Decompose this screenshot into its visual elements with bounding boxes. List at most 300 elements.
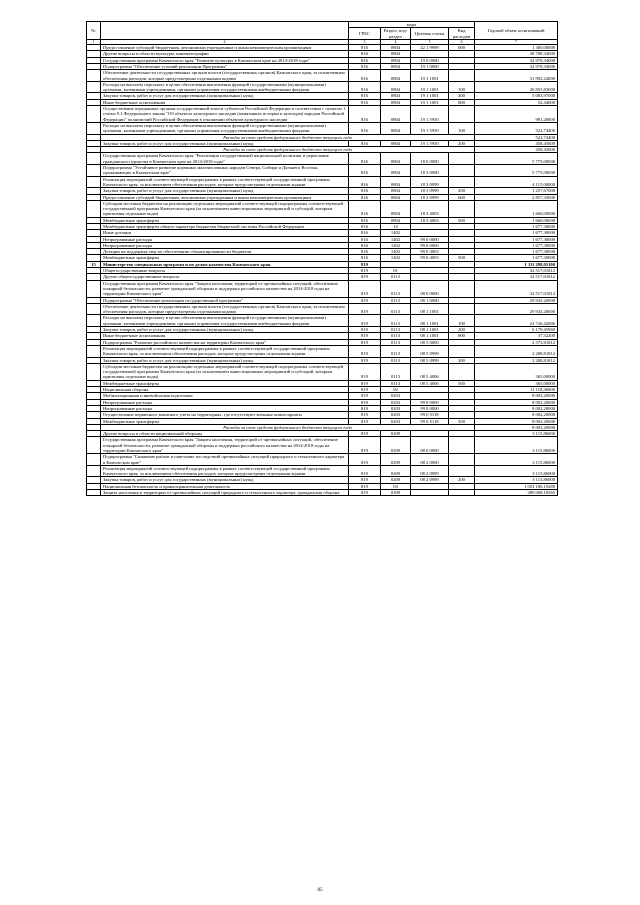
row-tsel: 08 1 1001 — [411, 327, 449, 333]
row-note: Расходы за счет средств федерального бюджета текущего года — [101, 147, 475, 153]
row-amount: 1 677,30000 — [475, 255, 558, 261]
row-razdel: 0804 — [381, 57, 411, 63]
row-name: Общегосударственные вопросы — [101, 268, 349, 274]
row-razdel: 0113 — [381, 363, 411, 380]
row-number — [87, 315, 101, 327]
row-grbs: 816 — [349, 93, 381, 99]
row-razdel: 0804 — [381, 93, 411, 99]
row-name: Закупка товаров, работ и услуг для государственных (муниципальных) нужд — [101, 327, 349, 333]
row-grbs: 819 — [349, 477, 381, 483]
row-name: Непрограммные расходы — [101, 242, 349, 248]
header-tsel: Целевая статья — [411, 28, 449, 40]
row-grbs: 819 — [349, 454, 381, 466]
row-tsel: 08 2 0999 — [411, 477, 449, 483]
row-grbs: 816 — [349, 217, 381, 223]
row-name: Межбюджетные трансферты — [101, 418, 349, 424]
row-razdel: 0804 — [381, 217, 411, 223]
row-amount: 8 002,20000 — [475, 418, 558, 424]
row-name: Субсидии местным бюджетам на реализацию отдельных мероприятий соответствующей подпрограммы соответствующей государственной программы Камчатского края (за исключением инвестиционных мероприятий и субсидий, которым присвоены отдельные коды) — [101, 363, 349, 380]
row-razdel: 0113 — [381, 357, 411, 363]
row-tsel: 18 3 0000 — [411, 165, 449, 177]
row-name: Расходы на выплаты персоналу в целях обеспечения выполнения функций государственными (муниципальными) органами, казенными учреждениями, органами управления государственными внебюджетными фондами — [101, 122, 349, 134]
table-row — [87, 490, 558, 496]
row-amount: 3 115,86000 — [475, 431, 558, 437]
row-razdel: 1402 — [381, 255, 411, 261]
row-name: Реализация мероприятий соответствующей подпрограммы в рамках соответствующей государственной программы Камчатского края, за исключением обеспечения расходов, которые предусмотрены отдельными кодами — [101, 465, 349, 477]
row-amount: 981,20000 — [475, 106, 558, 123]
row-grbs: 816 — [349, 236, 381, 242]
row-razdel: 1402 — [381, 236, 411, 242]
row-razdel: 03 — [381, 483, 411, 489]
row-name: Подпрограмма "Обеспечение реализации государственной программы" — [101, 297, 349, 303]
row-tsel — [411, 490, 449, 496]
row-amount: 1 677,30000 — [475, 249, 558, 255]
row-grbs: 819 — [349, 465, 381, 477]
row-name: Национальная оборона — [101, 387, 349, 393]
row-amount: 5 775,00000 — [475, 153, 558, 165]
row-name: Государственная программа Камчатского края "Реализация государственной национальной политики и укрепление гражданского единства в Камчатском крае на 2014-2018 годы" — [101, 153, 349, 165]
row-razdel: 0209 — [381, 477, 411, 483]
table-row — [87, 165, 558, 177]
row-amount: 3 115,86000 — [475, 477, 558, 483]
table-row — [87, 280, 558, 297]
row-razdel: 1402 — [381, 230, 411, 236]
row-amount: 37,32200 — [475, 333, 558, 339]
row-tsel: 18 0 0000 — [411, 153, 449, 165]
row-name: Другие вопросы в области культуры, кинематографии — [101, 51, 349, 57]
row-amount: 1 677,30000 — [475, 230, 558, 236]
row-grbs: 819 — [349, 380, 381, 386]
row-grbs: 819 — [349, 418, 381, 424]
row-tsel: 08 5 0999 — [411, 345, 449, 357]
row-razdel: 1402 — [381, 242, 411, 248]
row-amount: 52,44000 — [475, 99, 558, 105]
row-tsel: 99 0 0000 — [411, 242, 449, 248]
row-name: Другие вопросы в области национальной обороны — [101, 431, 349, 437]
row-grbs: 816 — [349, 188, 381, 194]
row-tsel: 19 1 1001 — [411, 81, 449, 93]
row-amount: 1 257,67000 — [475, 188, 558, 194]
row-razdel: 0113 — [381, 327, 411, 333]
row-razdel: 02 — [381, 387, 411, 393]
row-grbs: 819 — [349, 280, 381, 297]
row-grbs: 819 — [349, 333, 381, 339]
row-name: Расходы на выплаты персоналу в целях обеспечения выполнения функций государственными (муниципальными) органами, казенными учреждениями, органами управления государственными внебюджетными фондами — [101, 315, 349, 327]
row-grbs: 819 — [349, 274, 381, 280]
row-name: Мобилизационная и вневойсковая подготовка — [101, 393, 349, 399]
row-name: Закупка товаров, работ и услуг для государственных (муниципальных) нужд — [101, 188, 349, 194]
row-note: Расходы за счет средств федерального бюджета текущего года — [101, 134, 475, 140]
row-amount: 522,74400 — [475, 134, 558, 140]
row-grbs: 819 — [349, 297, 381, 303]
row-razdel: 0113 — [381, 297, 411, 303]
row-amount: 1 660,00000 — [475, 200, 558, 217]
budget-table-page — [86, 21, 557, 496]
row-number — [87, 122, 101, 134]
col-num: 6 — [449, 39, 475, 44]
row-number — [87, 176, 101, 188]
row-amount: 1 111 298,05100 — [475, 261, 558, 267]
row-amount: 1 677,30000 — [475, 242, 558, 248]
row-number — [87, 70, 101, 82]
row-razdel: 0209 — [381, 431, 411, 437]
row-vid: 500 — [449, 217, 475, 223]
row-tsel: 99 0 4003 — [411, 249, 449, 255]
row-vid: 100 — [449, 315, 475, 327]
row-amount: 31 992,24000 — [475, 70, 558, 82]
row-amount: 522,74400 — [475, 122, 558, 134]
row-name: Государственная программа Камчатского края "Развитие культуры в Камчатском крае на 2014-2018 годы" — [101, 57, 349, 63]
row-amount: 3 115,86000 — [475, 454, 558, 466]
row-name: Обеспечение деятельности государственных органов власти (государственных органов) Камчатского края, за исключением обеспечения расходов, которые предусмотрены отдельными кодами — [101, 70, 349, 82]
row-razdel: 0209 — [381, 437, 411, 454]
row-grbs: 816 — [349, 249, 381, 255]
row-vid: 200 — [449, 140, 475, 146]
row-number — [87, 454, 101, 466]
row-grbs: 816 — [349, 255, 381, 261]
row-vid: 800 — [449, 333, 475, 339]
row-name: Реализация мероприятий соответствующей подпрограммы в рамках соответствующей государственной программы Камчатского края, за исключением обеспечения расходов, которые предусмотрены отдельными кодами — [101, 345, 349, 357]
page-number: 85 — [317, 888, 323, 893]
row-name: Предоставление субсидий бюджетным, автономным учреждениям и иным некоммерческим организациям — [101, 45, 349, 51]
row-amount: 1 660,00000 — [475, 217, 558, 223]
row-grbs: 816 — [349, 45, 381, 51]
row-vid: 200 — [449, 93, 475, 99]
row-razdel: 0203 — [381, 418, 411, 424]
row-name: Субсидии местным бюджетам на реализацию отдельных мероприятий соответствующей подпрограммы соответствующей государственной программы Камчатского края (за исключением инвестиционных мероприятий и субсидий, которым присвоены отдельные коды) — [101, 200, 349, 217]
row-grbs: 819 — [349, 345, 381, 357]
table-row — [87, 200, 558, 217]
row-number — [87, 200, 101, 217]
row-name: Государственная программа Камчатского края "Защита населения, территорий от чрезвычайных ситуаций, обеспечение пожарной безопасности, развитие гражданской обороны и поддержка российского казачества на 2014-2018 годы на территории Камчатского края" — [101, 280, 349, 297]
row-number — [87, 106, 101, 123]
row-tsel: 99 0 5118 — [411, 418, 449, 424]
row-amount: 5 083,97000 — [475, 93, 558, 99]
row-tsel: 18 3 0999 — [411, 188, 449, 194]
row-vid — [449, 70, 475, 82]
col-num: 2 — [101, 39, 349, 44]
row-amount: 8 002,20000 — [475, 412, 558, 418]
table-row — [87, 176, 558, 188]
table-row — [87, 153, 558, 165]
row-amount: 1 300,00000 — [475, 45, 558, 51]
row-vid: 200 — [449, 327, 475, 333]
header-name — [101, 22, 349, 40]
row-amount: 8 002,20000 — [475, 405, 558, 411]
row-razdel: 0113 — [381, 380, 411, 386]
row-grbs: 816 — [349, 140, 381, 146]
row-name: Межбюджетные трансферты общего характера бюджетам бюджетной системы Российской Федерации — [101, 224, 349, 230]
row-tsel: 08 1 1001 — [411, 333, 449, 339]
row-vid — [449, 153, 475, 165]
row-name: Национальная безопасность и правоохранительная деятельность — [101, 483, 349, 489]
row-vid — [449, 465, 475, 477]
row-vid — [449, 345, 475, 357]
row-name: Подпрограмма "Снижение рисков и смягчение последствий чрезвычайных ситуаций природного и техногенного характера в Камчатском крае" — [101, 454, 349, 466]
header-grbs: ГРБС — [349, 28, 381, 40]
row-amount: 389 068,10565 — [475, 490, 558, 496]
row-razdel: 0113 — [381, 274, 411, 280]
row-vid: 200 — [449, 357, 475, 363]
row-name: Межбюджетные трансферты — [101, 255, 349, 261]
row-grbs: 819 — [349, 431, 381, 437]
row-vid — [449, 176, 475, 188]
row-number — [87, 437, 101, 454]
row-grbs: 819 — [349, 393, 381, 399]
row-name: Предоставление субсидий бюджетным, автономным учреждениям и иным некоммерческим организациям — [101, 194, 349, 200]
row-razdel: 0804 — [381, 45, 411, 51]
row-name: Иные бюджетные ассигнования — [101, 99, 349, 105]
row-name: Подпрограмма "Развитие российского казачества на территории Камчатского края" — [101, 339, 349, 345]
row-razdel: 0804 — [381, 106, 411, 123]
header-no: № — [87, 22, 101, 40]
row-grbs: 819 — [349, 261, 381, 267]
row-tsel: 08 5 4006 — [411, 363, 449, 380]
row-vid: 800 — [449, 99, 475, 105]
table-row — [87, 303, 558, 315]
row-grbs: 816 — [349, 200, 381, 217]
row-name: Иные дотации — [101, 230, 349, 236]
row-razdel: 0804 — [381, 194, 411, 200]
row-razdel: 0203 — [381, 399, 411, 405]
row-grbs: 816 — [349, 224, 381, 230]
row-amount: 3 115,86000 — [475, 465, 558, 477]
row-name: Закупка товаров, работ и услуг для государственных (муниципальных) нужд — [101, 357, 349, 363]
row-grbs: 819 — [349, 412, 381, 418]
row-razdel: 1402 — [381, 249, 411, 255]
row-vid: 100 — [449, 81, 475, 93]
row-amount: 6 179,45960 — [475, 327, 558, 333]
row-tsel: 08 5 4006 — [411, 380, 449, 386]
row-amount: 2 573,81812 — [475, 339, 558, 345]
row-name: Непрограммные расходы — [101, 236, 349, 242]
row-amount: 32 517,01812 — [475, 280, 558, 297]
row-razdel: 0203 — [381, 412, 411, 418]
table-row — [87, 437, 558, 454]
row-vid: 100 — [449, 122, 475, 134]
row-grbs: 819 — [349, 327, 381, 333]
row-name: Иные бюджетные ассигнования — [101, 333, 349, 339]
table-row — [87, 454, 558, 466]
row-tsel: 19 1 0000 — [411, 63, 449, 69]
row-grbs: 816 — [349, 51, 381, 57]
row-name: Подпрограмма "Устойчивое развитие коренных малочисленных народов Севера, Сибири и Дальнего Востока, проживающих в Камчатском крае" — [101, 165, 349, 177]
row-number — [87, 465, 101, 477]
row-razdel: 0209 — [381, 465, 411, 477]
row-amount: 4 115,00000 — [475, 176, 558, 188]
row-razdel: 0804 — [381, 70, 411, 82]
row-grbs: 819 — [349, 303, 381, 315]
row-name: Дотации на поддержку мер по обеспечению сбалансированности бюджетов — [101, 249, 349, 255]
row-grbs: 816 — [349, 70, 381, 82]
row-tsel: 18 3 4003 — [411, 217, 449, 223]
row-amount: 32 517,01812 — [475, 274, 558, 280]
row-razdel: 0209 — [381, 454, 411, 466]
row-tsel: 19 1 1001 — [411, 99, 449, 105]
row-amount: 8 002,20000 — [475, 399, 558, 405]
row-name: Закупка товаров, работ и услуг для государственных (муниципальных) нужд — [101, 93, 349, 99]
row-amount: 2 208,81812 — [475, 357, 558, 363]
col-num: 1 — [87, 39, 101, 44]
row-amount: 1 053 186,19288 — [475, 483, 558, 489]
row-tsel: 19 1 1001 — [411, 93, 449, 99]
row-tsel: 08 0 0000 — [411, 280, 449, 297]
row-grbs: 819 — [349, 339, 381, 345]
row-razdel: 0804 — [381, 140, 411, 146]
col-num: 7 — [475, 39, 558, 44]
row-tsel: 19 1 1001 — [411, 70, 449, 82]
row-tsel: 19 1 5950 — [411, 106, 449, 123]
row-grbs: 816 — [349, 230, 381, 236]
row-amount: 2 208,81812 — [475, 345, 558, 357]
table-row — [87, 465, 558, 477]
col-num: 3 — [349, 39, 381, 44]
row-razdel: 0804 — [381, 188, 411, 194]
row-tsel: 99 0 0000 — [411, 236, 449, 242]
row-razdel: 0804 — [381, 99, 411, 105]
row-name: Государственная программа Камчатского края "Защита населения, территорий от чрезвычайных ситуаций, обеспечение пожарной безопасности, развитие гражданской обороны и поддержка российского казачества на 2014-2018 годы на территории Камчатского края" — [101, 437, 349, 454]
row-vid: 500 — [449, 418, 475, 424]
row-amount: 29 943,20000 — [475, 303, 558, 315]
row-vid — [449, 280, 475, 297]
row-tsel: 18 3 4003 — [411, 200, 449, 217]
row-grbs: 819 — [349, 483, 381, 489]
row-amount: 8 002,20000 — [475, 424, 558, 430]
budget-table — [86, 21, 558, 496]
row-razdel: 0804 — [381, 51, 411, 57]
row-razdel: 0113 — [381, 339, 411, 345]
row-vid: 600 — [449, 45, 475, 51]
row-amount: 8 002,20000 — [475, 393, 558, 399]
row-amount: 1 677,30000 — [475, 224, 558, 230]
row-grbs: 816 — [349, 194, 381, 200]
row-grbs: 816 — [349, 99, 381, 105]
row-amount: 32 517,01812 — [475, 268, 558, 274]
row-name: Осуществление первичного воинского учета на территориях, где отсутствуют военные комиссариаты — [101, 412, 349, 418]
col-num: 5 — [411, 39, 449, 44]
row-name: Защита населения и территории от чрезвычайных ситуаций природного и техногенного характера, гражданская оборона — [101, 490, 349, 496]
row-amount: 38 788,34000 — [475, 51, 558, 57]
table-body — [87, 45, 558, 496]
row-amount: 3 115,86000 — [475, 437, 558, 454]
row-tsel: 08 5 0000 — [411, 339, 449, 345]
row-razdel: 0804 — [381, 81, 411, 93]
row-name: Непрограммные расходы — [101, 399, 349, 405]
row-tsel: 19 1 5950 — [411, 140, 449, 146]
table-row — [87, 70, 558, 82]
row-tsel: 19 0 0000 — [411, 57, 449, 63]
row-razdel: 0203 — [381, 393, 411, 399]
table-row — [87, 363, 558, 380]
row-grbs: 816 — [349, 63, 381, 69]
row-number — [87, 303, 101, 315]
row-tsel: 99 0 5118 — [411, 412, 449, 418]
row-razdel: 0804 — [381, 176, 411, 188]
row-amount: 2 857,33000 — [475, 194, 558, 200]
row-grbs: 816 — [349, 153, 381, 165]
row-razdel: 0113 — [381, 345, 411, 357]
row-number — [87, 345, 101, 357]
row-grbs: 816 — [349, 106, 381, 123]
row-amount: 1 677,30000 — [475, 236, 558, 242]
row-tsel: 18 3 0999 — [411, 176, 449, 188]
row-tsel: 22 1 9999 — [411, 45, 449, 51]
row-name: Министерство специальных программ и по делам казачества Камчатского края — [101, 261, 349, 267]
row-razdel: 14 — [381, 224, 411, 230]
row-name: Межбюджетные трансферты — [101, 380, 349, 386]
row-razdel: 0804 — [381, 122, 411, 134]
row-grbs: 819 — [349, 437, 381, 454]
row-vid — [449, 454, 475, 466]
row-amount: 26 855,83000 — [475, 81, 558, 93]
row-grbs: 816 — [349, 242, 381, 248]
table-row — [87, 81, 558, 93]
row-tsel: 08 5 0999 — [411, 357, 449, 363]
row-tsel: 99 0 4003 — [411, 255, 449, 261]
row-vid: 200 — [449, 188, 475, 194]
header-vid: Вид расходов — [449, 28, 475, 40]
row-name: Обеспечение деятельности государственных органов власти (государственных органов) Камчатского края, за исключением обеспечения расходов, которые предусмотрены отдельными кодами — [101, 303, 349, 315]
row-number — [87, 81, 101, 93]
row-razdel: 0113 — [381, 303, 411, 315]
row-vid — [449, 363, 475, 380]
row-number — [87, 280, 101, 297]
row-vid — [449, 106, 475, 123]
row-note: Расходы за счет средств федерального бюджета текущего года — [101, 424, 475, 430]
row-vid — [449, 437, 475, 454]
row-vid: 600 — [449, 194, 475, 200]
row-grbs: 816 — [349, 176, 381, 188]
row-name: Осуществление переданных органам государственной власти субъектов Российской Федерации в соответствии с пунктом 1 статьи 9.1 Федерального закона "Об объектах культурного наследия (памятниках истории и культуры) народов Российской Федерации" полномочий Российской Федерации в отношении объектов культурного наследия — [101, 106, 349, 123]
row-vid — [449, 165, 475, 177]
row-amount: 458,45600 — [475, 147, 558, 153]
row-vid: 500 — [449, 380, 475, 386]
row-grbs: 816 — [349, 165, 381, 177]
row-name: Межбюджетные трансферты — [101, 217, 349, 223]
row-razdel: 0113 — [381, 315, 411, 327]
row-name: Непрограммные расходы — [101, 405, 349, 411]
row-number — [87, 490, 101, 496]
row-grbs: 819 — [349, 490, 381, 496]
row-grbs: 819 — [349, 363, 381, 380]
row-vid — [449, 200, 475, 217]
row-amount: 458,45600 — [475, 140, 558, 146]
row-amount: 5 775,00000 — [475, 165, 558, 177]
row-tsel: 99 0 0000 — [411, 405, 449, 411]
row-grbs: 819 — [349, 387, 381, 393]
header-codes: коды — [349, 22, 475, 28]
row-tsel: 99 0 0000 — [411, 399, 449, 405]
row-name: Закупка товаров, работ и услуг для государственных (муниципальных) нужд — [101, 140, 349, 146]
row-razdel: 0113 — [381, 280, 411, 297]
row-grbs: 816 — [349, 122, 381, 134]
row-tsel: 19 1 5950 — [411, 122, 449, 134]
row-grbs: 819 — [349, 268, 381, 274]
row-grbs: 819 — [349, 399, 381, 405]
row-amount: 32 978,34000 — [475, 63, 558, 69]
row-number — [87, 165, 101, 177]
row-amount: 365,00000 — [475, 363, 558, 380]
row-grbs: 819 — [349, 357, 381, 363]
row-number: 15 — [87, 261, 101, 267]
row-tsel: 08 0 0000 — [411, 437, 449, 454]
row-name: Закупка товаров, работ и услуг для государственных (муниципальных) нужд — [101, 477, 349, 483]
table-row — [87, 345, 558, 357]
row-name: Другие общегосударственные вопросы — [101, 274, 349, 280]
row-tsel: 08 1 1001 — [411, 315, 449, 327]
row-tsel: 18 3 0999 — [411, 194, 449, 200]
row-razdel: 0804 — [381, 165, 411, 177]
